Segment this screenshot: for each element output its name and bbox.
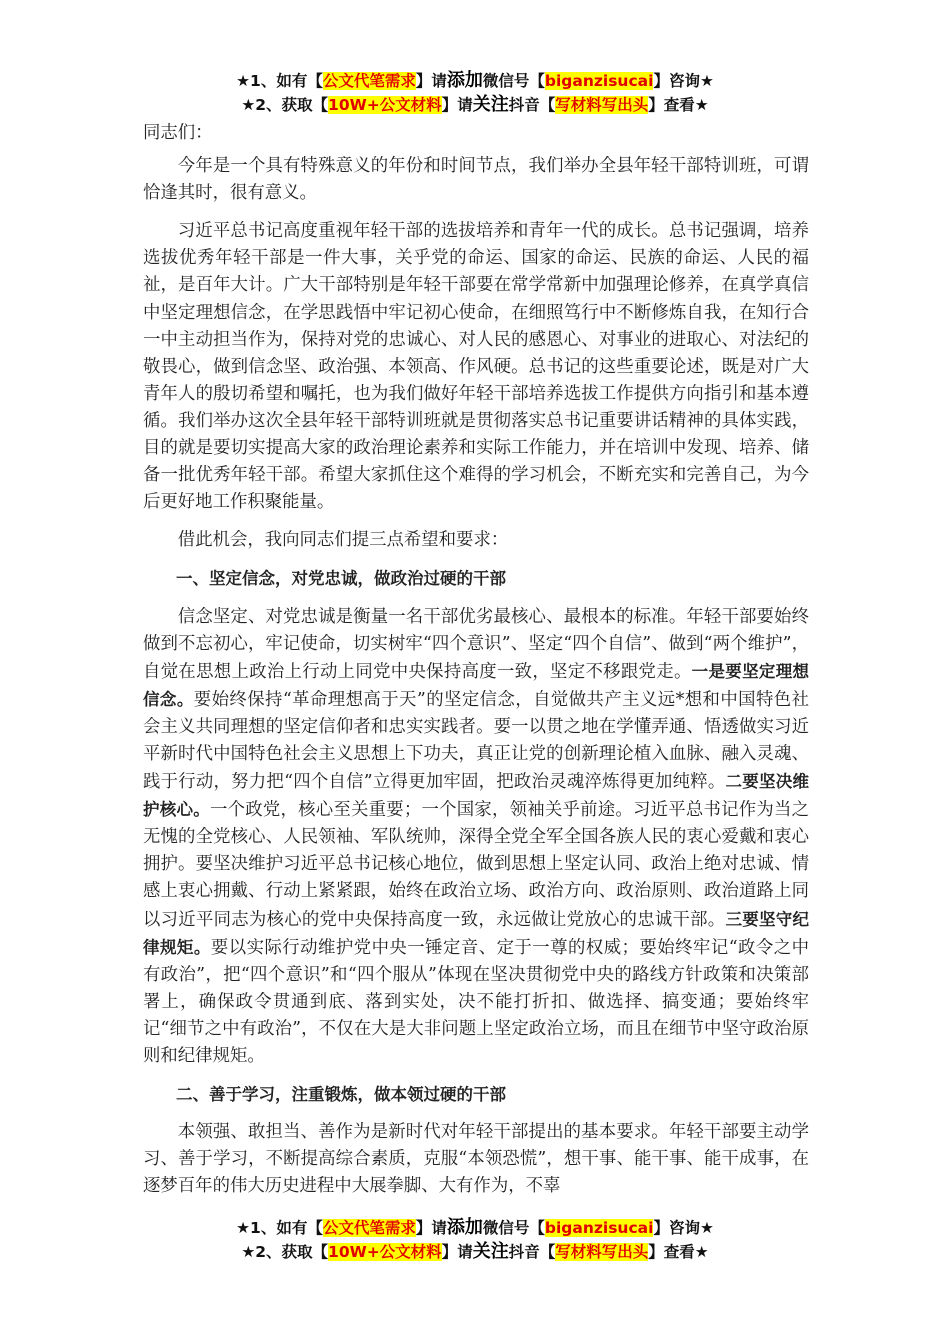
banner-highlight: biganzisucai: [544, 1219, 654, 1237]
bold-point: 三要坚守纪律规矩。: [143, 909, 809, 957]
banner-line-2: [0, 93, 950, 117]
paragraph-text: 要始终保持“革命理想高于天”的坚定信念，自觉做共产主义远*想和中国特色社会主义共同理想的坚定信仰者和忠实实践者。要一以贯之地在学懂弄通、悟透做实习近平新时代中国特色社会主义思想上下功夫，真正让党的创新理论植入血脉、融入灵魂、践于行动，努力把“四个自信”立得更加牢固，把政治灵魂淬炼得更加纯粹。: [143, 689, 810, 793]
paragraph-text: 要以实际行动维护党中央一锤定音、定于一尊的权威；要始终牢记“政令之中有政治”，把“四个意识”和“四个服从”体现在坚决贯彻党中央的路线方针政策和决策部署上，确保政令贯通到底、落到实处，决不能打折扣、做选择、搞变通；要始终牢记“细节之中有政治”，不仅在大是大非问题上坚定政治立场，而且在细节中坚守政治原则和纪律规矩。: [143, 937, 810, 1066]
banner-highlight: 10W+公文材料: [328, 1243, 442, 1261]
banner-text: 微信号【: [482, 1219, 545, 1237]
banner-line-2: [0, 1240, 950, 1264]
paragraph-text: 信念坚定、对党忠诚是衡量一名干部优劣最核心、最根本的标准。年轻干部要始终做到不忘初心，牢记使命，切实树牢“四个意识”、坚定“四个自信”、做到“两个维护”，自觉在思想上政治上行动上同党中央保持高度一致，坚定不移跟党走。: [143, 606, 809, 682]
banner-text: 抖音【: [508, 1243, 556, 1261]
banner-emphasis: 关注: [472, 94, 509, 115]
banner-line-1: [0, 69, 950, 93]
banner-text: 】请: [441, 1243, 473, 1261]
banner-text: ★2、获取【: [241, 96, 329, 114]
paragraph: 今年是一个具有特殊意义的年份和时间节点，我们举办全县年轻干部特训班，可谓恰逢其时，很有意义。: [143, 156, 809, 204]
paragraph: [143, 604, 809, 1071]
document-body: [143, 120, 809, 1211]
banner-text: ★2、获取【: [241, 1243, 329, 1261]
banner-text: 】请: [441, 96, 473, 114]
banner-highlight: 公文代笔需求: [322, 72, 416, 90]
banner-text: ★1、如有【: [236, 1219, 323, 1237]
banner-text: 抖音【: [508, 96, 556, 114]
banner-highlight: 写材料写出头: [555, 1243, 649, 1261]
banner-line-1: [0, 1216, 950, 1240]
paragraph: 借此机会，我向同志们提三点希望和要求：: [177, 530, 509, 551]
banner-text: 微信号【: [482, 72, 545, 90]
banner-highlight: 写材料写出头: [555, 96, 649, 114]
banner-highlight: 公文代笔需求: [322, 1219, 416, 1237]
banner-text: 】查看★: [648, 1243, 709, 1261]
banner-emphasis: 关注: [472, 1241, 509, 1262]
banner-text: 】查看★: [648, 96, 709, 114]
bold-point: 二要坚决维护核心。: [143, 772, 809, 820]
banner-emphasis: 添加: [446, 70, 483, 91]
section-heading: 二、善于学习，注重锻炼，做本领过硬的干部: [176, 1085, 506, 1105]
greeting: 同志们：: [143, 123, 213, 143]
header-banner: [0, 69, 950, 117]
banner-text: 】请: [415, 72, 447, 90]
paragraph-text: 一个政党，核心至关重要；一个国家，领袖关乎前途。习近平总书记作为当之无愧的全党核心、人民领袖、军队统帅，深得全党全军全国各族人民的衷心爱戴和衷心拥护。要坚决维护习近平总书记核心地位，做到思想上坚定认同、政治上绝对忠诚、情感上衷心拥戴、行动上紧紧跟，始终在政治立场、政治方向、政治原则、政治道路上同以习近平同志为核心的党中央保持高度一致，永远做让党放心的忠诚干部。: [143, 800, 810, 930]
banner-text: 】咨询★: [653, 72, 714, 90]
banner-text: 】咨询★: [653, 1219, 714, 1237]
section-heading: 一、坚定信念，对党忠诚，做政治过硬的干部: [176, 569, 506, 589]
paragraph: 本领强、敢担当、善作为是新时代对年轻干部提出的基本要求。年轻干部要主动学习、善于学习，不断提高综合素质，克服“本领恐慌”，想干事、能干事、能干成事，在逐梦百年的伟大历史进程中大展拳脚、大有作为，不辜: [143, 1122, 809, 1197]
bold-point: 一是要坚定理想信念。: [143, 661, 810, 709]
paragraph: 习近平总书记高度重视年轻干部的选拔培养和青年一代的成长。总书记强调，培养选拔优秀年轻干部是一件大事，关乎党的命运、国家的命运、民族的命运、人民的福祉，是百年大计。广大干部特别是年轻干部要在常学常新中加强理论修养，在真学真信中坚定理想信念，在学思践悟中牢记初心使命，在细照笃行中不断修炼自我，在知行合一中主动担当作为，保持对党的忠诚心、对人民的感恩心、对事业的进取心、对法纪的敬畏心，做到信念坚、政治强、本领高、作风硬。总书记的这些重要论述，既是对广大青年人的殷切希望和嘱托，也为我们做好年轻干部培养选拔工作提供方向指引和基本遵循。我们举办这次全县年轻干部特训班就是贯彻落实总书记重要讲话精神的具体实践，目的就是要切实提高大家的政治理论素养和实际工作能力，并在培训中发现、培养、储备一批优秀年轻干部。希望大家抓住这个难得的学习机会，不断充实和完善自己，为今后更好地工作积聚能量。: [143, 221, 809, 513]
banner-highlight: biganzisucai: [544, 72, 654, 90]
banner-text: 】请: [415, 1219, 447, 1237]
footer-banner: [0, 1216, 950, 1264]
banner-text: ★1、如有【: [236, 72, 323, 90]
banner-emphasis: 添加: [446, 1217, 483, 1238]
banner-highlight: 10W+公文材料: [328, 96, 442, 114]
